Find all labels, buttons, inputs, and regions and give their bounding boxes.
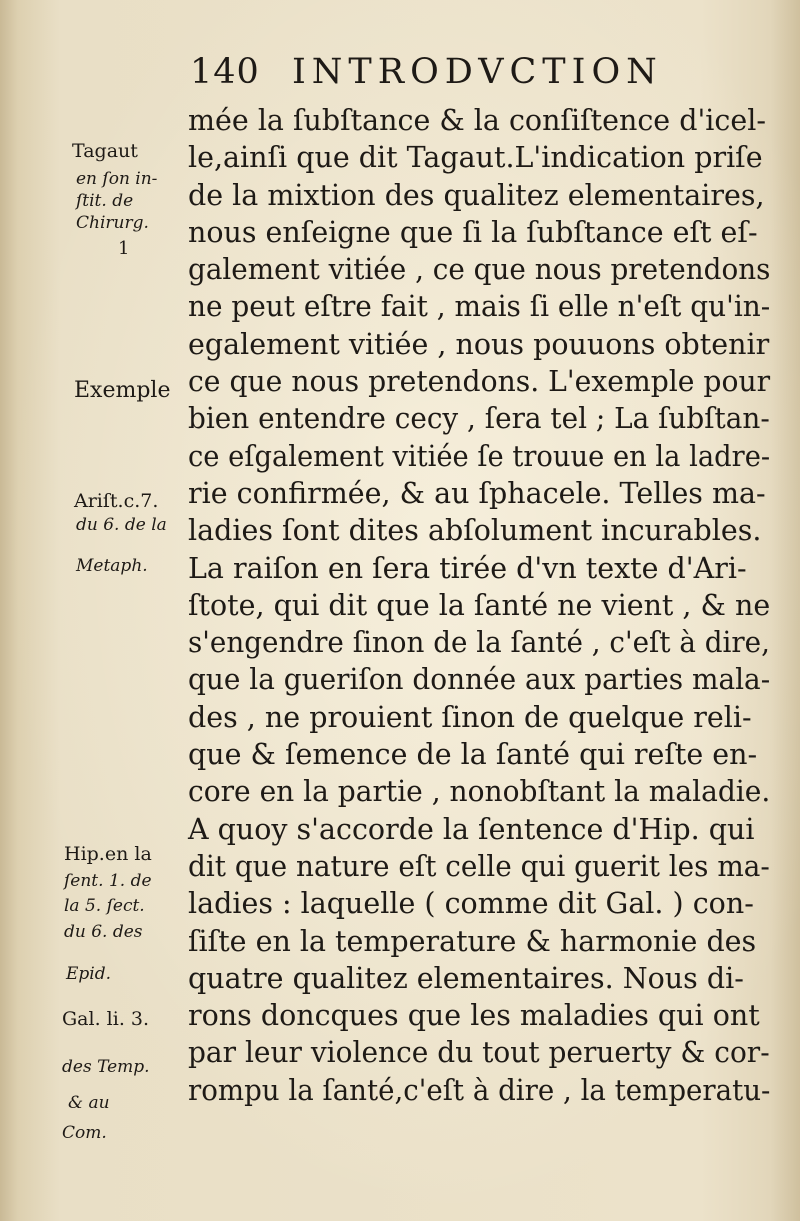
text-line: rie confirmée, & au ſphacele. Telles ma- (188, 476, 766, 510)
margin-note-galen-2: des Temp. (62, 1057, 150, 1077)
margin-note-hippocrates: Hip.en la (64, 843, 152, 865)
running-title: INTRODVCTION (291, 52, 663, 92)
margin-note-galen-3: & au (68, 1093, 110, 1113)
text-line: mée la ſubſtance & la conſiſtence d'icel- (188, 104, 766, 137)
text-line: ce que nous pretendons. L'exemple pour (188, 365, 771, 399)
text-line: ne peut eſtre fait , mais ſi elle n'eſt qu'in- (188, 290, 771, 324)
text-line: que & ſemence de la ſanté qui reſte en- (188, 738, 758, 772)
page-number: 140 (190, 52, 260, 92)
text-line: bien entendre cecy , ſera tel ; La ſubſtan- (188, 402, 770, 436)
text-line: La raiſon en ſera tirée d'vn texte d'Ari- (188, 551, 747, 585)
text-line: de la mixtion des qualitez elementaires, (188, 178, 765, 212)
margin-note-hippocrates-5: Epid. (66, 964, 112, 984)
margin-note-aristotle-2: du 6. de la (76, 515, 167, 535)
text-line: core en la partie , nonobſtant la maladie. (188, 775, 771, 809)
text-line: rompu la ſanté,c'eſt à dire , la temperatu- (188, 1073, 771, 1107)
margin-note-tagaut-number: 1 (118, 238, 130, 259)
body-text (188, 102, 771, 1109)
text-line: ce eſgalement vitiée ſe trouue en la ladre- (188, 439, 771, 473)
margin-notes (0, 0, 190, 1221)
margin-note-aristotle: Ariſt.c.7. (74, 490, 159, 512)
margin-note-tagaut-work-3: Chirurg. (76, 213, 149, 233)
text-line: ſtote, qui dit que la ſanté ne vient , & ne (188, 588, 771, 622)
margin-note-galen-4: Com. (62, 1123, 107, 1143)
text-line: rons doncques que les maladies qui ont (188, 999, 760, 1033)
text-line: ladies ſont dites abſolument incurables. (188, 514, 762, 548)
text-line: quatre qualitez elementaires. Nous di- (188, 961, 744, 995)
text-line: des , ne prouient ſinon de quelque reli- (188, 700, 752, 734)
margin-note-galen: Gal. li. 3. (62, 1008, 150, 1030)
text-line: galement vitiée , ce que nous pretendons (188, 253, 771, 287)
text-line: egalement vitiée , nous pouuons obtenir (188, 327, 770, 361)
margin-note-hippocrates-2: ſent. 1. de (64, 871, 152, 891)
text-line: que la gueriſon donnée aux parties mala- (188, 663, 771, 697)
margin-note-hippocrates-4: du 6. des (64, 922, 143, 942)
margin-note-tagaut-work-2: ſtit. de (76, 191, 134, 211)
text-line: dit que nature eſt celle qui guerit les ma- (188, 849, 770, 883)
text-line: par leur violence du tout peruerty & cor- (188, 1036, 770, 1070)
text-line: ladies : laquelle ( comme dit Gal. ) con- (188, 887, 754, 921)
text-line: nous enſeigne que ſi la ſubſtance eſt eſ- (188, 215, 758, 249)
text-line: le,ainſi que dit Tagaut.L'indication priſe (188, 141, 763, 175)
text-line: s'engendre ſinon de la ſanté , c'eſt à dire, (188, 626, 770, 660)
margin-note-tagaut: Tagaut (72, 140, 138, 162)
running-header (190, 52, 663, 92)
margin-note-tagaut-work: en ſon in- (76, 169, 158, 189)
text-line: A quoy s'accorde la ſentence d'Hip. qui (188, 812, 755, 846)
margin-note-exemple: Exemple (74, 378, 171, 403)
text-line: ſiſte en la temperature & harmonie des (188, 924, 757, 958)
margin-note-hippocrates-3: la 5. ſect. (64, 896, 145, 916)
margin-note-aristotle-3: Metaph. (76, 556, 148, 576)
